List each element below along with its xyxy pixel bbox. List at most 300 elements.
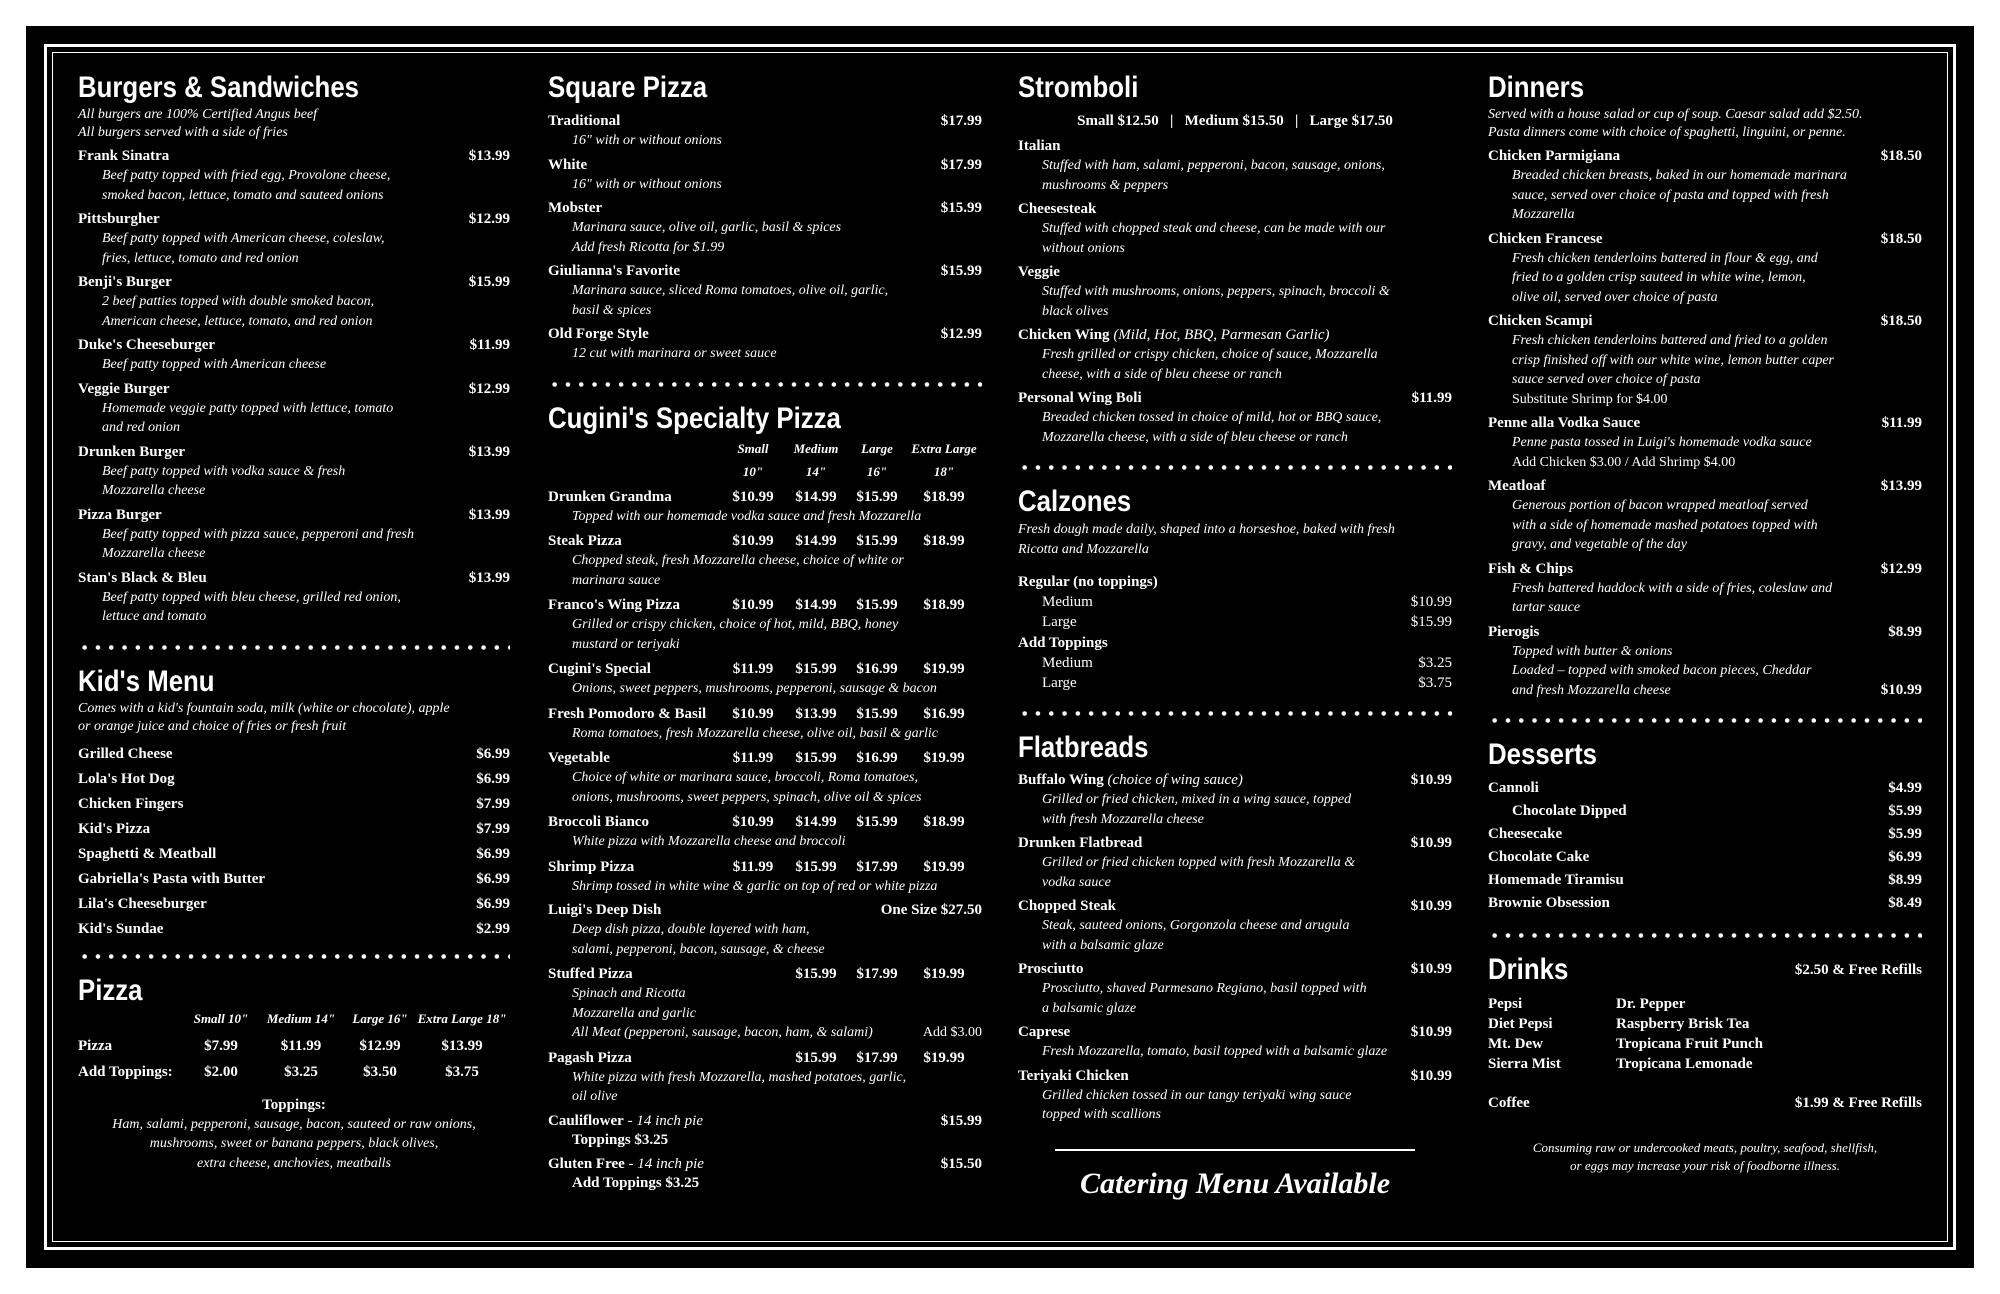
item-extra: Substitute Shrimp for $4.00 (1512, 391, 1668, 407)
pizza-header-large: Large 16" (352, 1010, 408, 1026)
item-description: fries, lettuce, tomato and red onion (102, 250, 299, 266)
cauliflower-item (548, 1112, 982, 1150)
item-row (1488, 312, 1922, 331)
item-description: Mozzarella cheese, with a side of bleu cheese or ranch (1042, 429, 1348, 445)
kids-list (78, 742, 510, 942)
drink-item: Sierra Mist (1488, 1056, 1561, 1072)
item-name: Fresh Pomodoro & Basil (548, 705, 707, 722)
item-description: with fresh Mozzarella cheese (1042, 811, 1204, 827)
pierogis-item (1488, 623, 1922, 701)
item-description: Beef patty topped with pizza sauce, pepperoni and fresh (102, 526, 414, 542)
item-description: Breaded chicken tossed in choice of mild, hot or BBQ sauce, (1042, 410, 1382, 425)
menu-item (1018, 1067, 1452, 1125)
specialty-price-row (548, 531, 982, 551)
specialty-item (548, 659, 982, 699)
item-name-wrap (1018, 137, 1061, 156)
pizza-price: $7.99 (204, 1037, 238, 1054)
item-description: vodka sauce (1042, 874, 1111, 890)
item-name: Giulianna's Favorite (548, 263, 681, 279)
menu-board (26, 26, 1974, 1268)
item-name: Chicken Fingers (78, 795, 184, 812)
menu-item (78, 443, 510, 501)
menu-item (1018, 771, 1452, 829)
item-row (78, 147, 510, 166)
coffee-row (1488, 1094, 1922, 1113)
burgers-list (78, 147, 510, 627)
item-price: $18.50 (1880, 148, 1922, 164)
item-row (1018, 960, 1452, 979)
specialty-item (548, 857, 982, 897)
specialty-price-row (548, 659, 982, 679)
item-price: $13.99 (468, 569, 510, 586)
item-row (1488, 560, 1922, 579)
item-name: Gluten Free (548, 1155, 625, 1172)
item-price: $5.99 (1888, 826, 1922, 842)
item-price: $15.99 (795, 661, 837, 677)
item-price: $18.50 (1880, 230, 1922, 247)
item-name-wrap (1018, 326, 1330, 345)
toppings-line-2: mushrooms, sweet or banana peppers, black olives, (149, 1136, 439, 1151)
drink-item: Dr. Pepper (1616, 996, 1686, 1012)
divider (78, 954, 510, 959)
item-price: $10.99 (1410, 898, 1452, 914)
item-name-wrap (548, 325, 649, 344)
square-pizza-list (548, 112, 982, 364)
calzone-regular-large: Large $15.99 (1042, 614, 1452, 630)
item-price: $14.99 (795, 814, 837, 830)
item-price: $11.99 (732, 661, 774, 677)
item-price: $14.99 (795, 533, 837, 549)
item-name-wrap (78, 273, 172, 292)
item-name-wrap (1018, 1023, 1070, 1042)
burgers-subtitle-1: All burgers are 100% Certified Angus beef (78, 107, 318, 122)
item-note: - 14 inch pie (623, 1112, 703, 1129)
menu-item (78, 147, 510, 205)
column-1 (78, 70, 510, 1173)
item-description: marinara sauce (572, 572, 661, 588)
specialty-header-medium: Medium (793, 440, 839, 456)
item-row (78, 569, 510, 588)
item-row (78, 380, 510, 399)
toppings-price: Add Toppings $3.25 (572, 1174, 700, 1191)
drink-item: Diet Pepsi (1488, 1016, 1553, 1032)
item-description: fried to a golden crisp sauteed in white wine, lemon, (1512, 270, 1806, 285)
kids-item (78, 842, 510, 867)
item-row (1488, 414, 1922, 433)
menu-item (78, 380, 510, 438)
item-price: $16.99 (856, 750, 898, 766)
item-price: $15.99 (856, 597, 898, 613)
item-description: with a side of homemade mashed potatoes topped with (1512, 517, 1818, 533)
specialty-item (548, 704, 982, 744)
dinner-item (1488, 414, 1922, 472)
item-name: Kid's Sundae (78, 920, 164, 937)
item-price: $10.99 (1410, 772, 1452, 788)
item-price: $10.99 (1410, 1024, 1452, 1040)
item-name: Shrimp Pizza (548, 858, 635, 875)
item-price: $13.99 (468, 148, 510, 164)
divider (78, 645, 510, 650)
item-price: $8.49 (1888, 895, 1922, 911)
dessert-item (1488, 777, 1922, 800)
kids-subtitle-2: or orange juice and choice of fries or fresh fruit (78, 718, 347, 734)
kids-item (78, 767, 510, 792)
menu-item (1018, 960, 1452, 1018)
catering-banner: Catering Menu Available (1079, 1166, 1391, 1200)
item-name-wrap (548, 199, 602, 218)
item-name-wrap (1018, 771, 1243, 790)
drink-item: Raspberry Brisk Tea (1616, 1016, 1750, 1032)
item-description: Beef patty topped with American cheese (102, 357, 327, 372)
pagash-pizza-item (548, 1048, 982, 1107)
item-description: lettuce and tomato (102, 609, 207, 624)
item-price: $7.99 (476, 820, 510, 837)
item-name: Chocolate Dipped (1512, 803, 1627, 819)
specialty-header-xlarge: Extra Large (911, 440, 977, 456)
drink-item: Pepsi (1488, 996, 1523, 1012)
item-price: $10.99 (732, 488, 774, 505)
dessert-item (1488, 869, 1922, 892)
item-name: Luigi's Deep Dish (548, 902, 662, 918)
item-description: Topped with our homemade vodka sauce and fresh Mozzarella (572, 508, 922, 524)
item-row (1018, 326, 1452, 345)
item-row (78, 506, 510, 525)
kids-item (78, 892, 510, 917)
specialty-price-row (548, 857, 982, 877)
column-2 (548, 70, 982, 1193)
menu-item (548, 199, 982, 257)
item-name: Chocolate Cake (1488, 849, 1590, 865)
item-description: White pizza with Mozzarella cheese and broccoli (572, 834, 846, 849)
item-name: Veggie Burger (78, 380, 170, 397)
specialty-item (548, 812, 982, 852)
item-description: onions, mushrooms, sweet peppers, spinach, olive oil & spices (572, 789, 922, 805)
item-description: Mozzarella cheese (102, 546, 206, 561)
item-name-wrap (78, 380, 170, 399)
item-price: $10.99 (1880, 681, 1922, 698)
item-name: Pierogis (1488, 623, 1540, 640)
deep-dish-item (548, 901, 982, 959)
item-price: $18.50 (1880, 313, 1922, 329)
kids-subtitle-1: Comes with a kid's fountain soda, milk (white or chocolate), apple (78, 700, 450, 716)
item-description: Topped with butter & onions (1512, 643, 1673, 659)
item-description: oil olive (572, 1089, 618, 1104)
drinks-header (1488, 952, 1922, 988)
item-description: mustard or teriyaki (572, 636, 680, 652)
item-price: $11.99 (732, 858, 774, 875)
specialty-item (548, 748, 982, 807)
item-description: 12 cut with marinara or sweet sauce (572, 346, 777, 361)
item-name: Kid's Pizza (78, 820, 151, 837)
item-description: tartar sauce (1512, 600, 1581, 615)
item-row (1018, 897, 1452, 916)
menu-item (78, 506, 510, 564)
burgers-subtitle-2: All burgers served with a side of fries (78, 125, 288, 140)
item-price: $18.99 (923, 597, 965, 613)
item-description: 16" with or without onions (572, 133, 722, 148)
item-description: Grilled or fried chicken, mixed in a wing sauce, topped (1042, 792, 1352, 807)
item-price: $19.99 (923, 661, 965, 677)
item-name: Penne alla Vodka Sauce (1488, 415, 1641, 431)
item-description: sauce served over choice of pasta (1512, 372, 1701, 387)
item-price: $17.99 (856, 966, 898, 982)
calzone-regular-medium: Medium $10.99 (1042, 594, 1452, 610)
item-name-wrap (548, 156, 587, 175)
item-row (548, 262, 982, 281)
item-name: Italian (1018, 138, 1061, 154)
pizza-row-name: Add Toppings: (78, 1063, 173, 1080)
item-price: $6.99 (476, 895, 510, 912)
item-description: Marinara sauce, olive oil, garlic, basil & spices (572, 220, 842, 235)
item-description: Choice of white or marinara sauce, broccoli, Roma tomatoes, (572, 770, 918, 785)
specialty-pizza-list (548, 487, 982, 897)
item-price: $6.99 (476, 845, 510, 862)
item-name: Cheesecake (1488, 826, 1563, 842)
square-pizza-title: Square Pizza (548, 71, 708, 104)
divider (1018, 711, 1452, 716)
item-description: Beef patty topped with bleu cheese, grilled red onion, (102, 589, 401, 605)
item-name: Chicken Francese (1488, 230, 1603, 247)
item-name: Broccoli Bianco (548, 814, 649, 830)
kids-item (78, 817, 510, 842)
specialty-item (548, 595, 982, 654)
item-row (548, 156, 982, 175)
item-name: Pittsburgher (78, 211, 160, 227)
item-price: $13.99 (468, 506, 510, 523)
item-price: $17.99 (940, 156, 982, 173)
item-description: Beef patty topped with American cheese, coleslaw, (102, 231, 385, 246)
menu-item (78, 210, 510, 268)
menu-item (1018, 897, 1452, 955)
item-row (78, 210, 510, 229)
item-name: Brownie Obsession (1488, 895, 1610, 911)
item-description: Marinara sauce, sliced Roma tomatoes, olive oil, garlic, (572, 283, 889, 298)
item-description: olive oil, served over choice of pasta (1512, 289, 1718, 305)
dinner-item (1488, 477, 1922, 555)
item-description: Mozzarella cheese (102, 483, 206, 498)
pizza-header-xlarge: Extra Large 18" (417, 1010, 507, 1026)
item-price: $16.99 (923, 705, 965, 722)
item-description: Beef patty topped with fried egg, Provolone cheese, (102, 168, 391, 183)
drinks-price: $2.50 & Free Refills (1794, 961, 1922, 978)
specialty-size: 18" (933, 463, 955, 479)
pizza-toppings-row (78, 1059, 510, 1085)
item-description: Breaded chicken breasts, baked in our homemade marinara (1512, 168, 1847, 183)
calzones-add-toppings: Add Toppings (1018, 635, 1108, 651)
item-description: Fresh grilled or crispy chicken, choice of sauce, Mozzarella (1042, 347, 1378, 362)
item-note: (Mild, Hot, BBQ, Parmesan Garlic) (1109, 327, 1330, 343)
stromboli-list (1018, 137, 1452, 447)
item-price: $10.99 (1410, 1067, 1452, 1084)
item-name-wrap (1018, 897, 1116, 916)
item-price: $10.99 (1410, 961, 1452, 977)
item-row (1018, 200, 1452, 219)
menu-item (1018, 326, 1452, 384)
specialty-price-row (548, 487, 982, 507)
kids-title: Kid's Menu (78, 664, 215, 698)
item-name-wrap (1018, 263, 1060, 282)
item-price: $15.99 (795, 1049, 837, 1066)
item-name-wrap (1018, 389, 1142, 408)
item-price: $6.99 (476, 745, 510, 762)
item-description: sauce, served over choice of pasta and topped with fresh (1512, 187, 1829, 203)
stromboli-title: Stromboli (1018, 71, 1139, 104)
item-price: $14.99 (795, 597, 837, 613)
item-name: Franco's Wing Pizza (548, 597, 680, 613)
pizza-row-name: Pizza (78, 1037, 113, 1054)
item-name: Fish & Chips (1488, 560, 1574, 577)
menu-item (1018, 137, 1452, 195)
desserts-list (1488, 777, 1922, 915)
menu-item (1018, 1023, 1452, 1062)
item-description: Steak, sauteed onions, Gorgonzola cheese and arugula (1042, 918, 1350, 933)
burgers-title: Burgers & Sandwiches (78, 71, 360, 104)
specialty-size: 16" (866, 463, 888, 479)
item-price: $11.99 (1411, 390, 1452, 406)
item-name: Traditional (548, 113, 621, 129)
item-row (1488, 230, 1922, 249)
item-note: - 14 inch pie (624, 1155, 704, 1172)
item-description: Mozzarella (1512, 207, 1575, 222)
specialty-size-inches (548, 462, 982, 482)
item-price: $11.99 (469, 337, 510, 353)
dessert-item (1488, 800, 1922, 823)
dessert-item (1488, 823, 1922, 846)
calzones-subtitle-2: Ricotta and Mozzarella (1018, 541, 1149, 557)
dinner-item (1488, 560, 1922, 618)
item-name: Drunken Flatbread (1018, 835, 1143, 851)
item-row (1488, 147, 1922, 166)
dessert-item (1488, 892, 1922, 915)
item-name-wrap (78, 336, 215, 355)
item-description: gravy, and vegetable of the day (1512, 537, 1687, 552)
item-name: Veggie (1018, 264, 1060, 280)
item-extra: Add Chicken $3.00 / Add Shrimp $4.00 (1512, 454, 1736, 470)
item-price: $10.99 (732, 814, 774, 830)
item-note: (choice of wing sauce) (1103, 772, 1243, 788)
pizza-price: $12.99 (359, 1037, 401, 1054)
dinners-subtitle-1: Served with a house salad or cup of soup. Caesar salad add $2.50. (1488, 107, 1863, 122)
item-price: $15.99 (940, 200, 982, 216)
specialty-size: 10" (742, 463, 764, 479)
flatbreads-list (1018, 771, 1452, 1125)
kids-item (78, 792, 510, 817)
specialty-size: 14" (805, 463, 827, 479)
item-name: Old Forge Style (548, 326, 649, 342)
divider (548, 382, 982, 387)
item-row (1018, 771, 1452, 790)
specialty-header-small: Small (737, 440, 769, 456)
item-price: $15.50 (940, 1155, 982, 1172)
column-3 (1018, 70, 1452, 1201)
menu-item (78, 336, 510, 375)
item-price: $13.99 (468, 443, 510, 460)
specialty-size-header (548, 439, 982, 459)
item-description: without onions (1042, 240, 1125, 256)
specialty-pizza-title: Cugini's Specialty Pizza (548, 401, 841, 435)
dinner-item (1488, 147, 1922, 225)
menu-item (1018, 200, 1452, 258)
item-name: Duke's Cheeseburger (78, 337, 216, 353)
kids-item (78, 917, 510, 942)
item-name: Steak Pizza (548, 533, 622, 549)
item-description: Stuffed with ham, salami, pepperoni, bacon, sausage, onions, (1042, 158, 1385, 173)
item-description: smoked bacon, lettuce, tomato and sauteed onions (102, 187, 384, 203)
item-name-wrap (1018, 834, 1142, 853)
item-name: Gabriella's Pasta with Butter (78, 870, 266, 887)
item-price: $10.99 (732, 597, 774, 613)
column-4 (1488, 70, 1922, 1175)
dinners-list (1488, 147, 1922, 618)
item-description: Onions, sweet peppers, mushrooms, pepperoni, sausage & bacon (572, 681, 937, 696)
item-price: $12.99 (1880, 560, 1922, 577)
item-row (78, 336, 510, 355)
item-price: $10.99 (732, 533, 774, 549)
item-price: $18.99 (923, 814, 965, 830)
item-row (1018, 137, 1452, 156)
gluten-free-item (548, 1155, 982, 1193)
item-price: $13.99 (795, 705, 837, 722)
item-description: American cheese, lettuce, tomato, and red onion (102, 313, 373, 329)
item-price: $14.99 (795, 488, 837, 505)
item-price: $11.99 (732, 750, 774, 766)
item-name: Cugini's Special (548, 661, 651, 677)
menu-item (1018, 389, 1452, 447)
item-name: Frank Sinatra (78, 148, 170, 164)
kids-item (78, 867, 510, 892)
item-name: Prosciutto (1018, 961, 1084, 977)
item-description: White pizza with fresh Mozzarella, mashed potatoes, garlic, (572, 1069, 907, 1085)
toppings-line-3: extra cheese, anchovies, meatballs (197, 1155, 391, 1171)
calzones-title: Calzones (1018, 485, 1132, 518)
item-description: Stuffed with mushrooms, onions, peppers, spinach, broccoli & (1042, 284, 1390, 299)
stuffed-pizza-item (548, 964, 982, 1043)
item-description: Mozzarella and garlic (572, 1005, 696, 1021)
item-description: Fresh chicken tenderloins battered in flour & egg, and (1512, 250, 1818, 266)
item-name: Vegetable (548, 750, 610, 766)
item-row (78, 443, 510, 462)
item-price: $19.99 (923, 1049, 965, 1066)
item-name: Buffalo Wing (1018, 772, 1104, 788)
add-on-price: Add $3.00 (922, 1025, 982, 1040)
item-description: 2 beef patties topped with double smoked bacon, (102, 294, 375, 309)
item-name: Stan's Black & Bleu (78, 569, 207, 586)
item-price: $19.99 (923, 858, 965, 875)
item-price: One Size $27.50 (880, 902, 982, 918)
item-price: $15.99 (795, 750, 837, 766)
item-price: $19.99 (923, 966, 965, 982)
item-name: Benji's Burger (78, 274, 172, 290)
menu-item (1018, 834, 1452, 892)
divider (1488, 718, 1922, 723)
pizza-price-row (78, 1033, 510, 1059)
item-description: topped with scallions (1042, 1107, 1161, 1122)
dinners-title: Dinners (1488, 71, 1585, 104)
divider (1488, 933, 1922, 938)
menu-item (1018, 263, 1452, 321)
menu-item (548, 112, 982, 151)
item-description: Fresh chicken tenderloins battered and fried to a golden (1512, 333, 1828, 348)
drink-item: Tropicana Fruit Punch (1616, 1036, 1763, 1052)
menu-item (78, 569, 510, 627)
menu-item (548, 262, 982, 320)
item-price: $17.99 (856, 1049, 898, 1066)
item-price: $15.99 (468, 274, 510, 290)
dinners-subtitle-2: Pasta dinners come with choice of spaghetti, linguini, or penne. (1488, 125, 1846, 140)
specialty-price-row (548, 748, 982, 768)
item-row (1018, 834, 1452, 853)
item-price: $15.99 (856, 488, 898, 505)
